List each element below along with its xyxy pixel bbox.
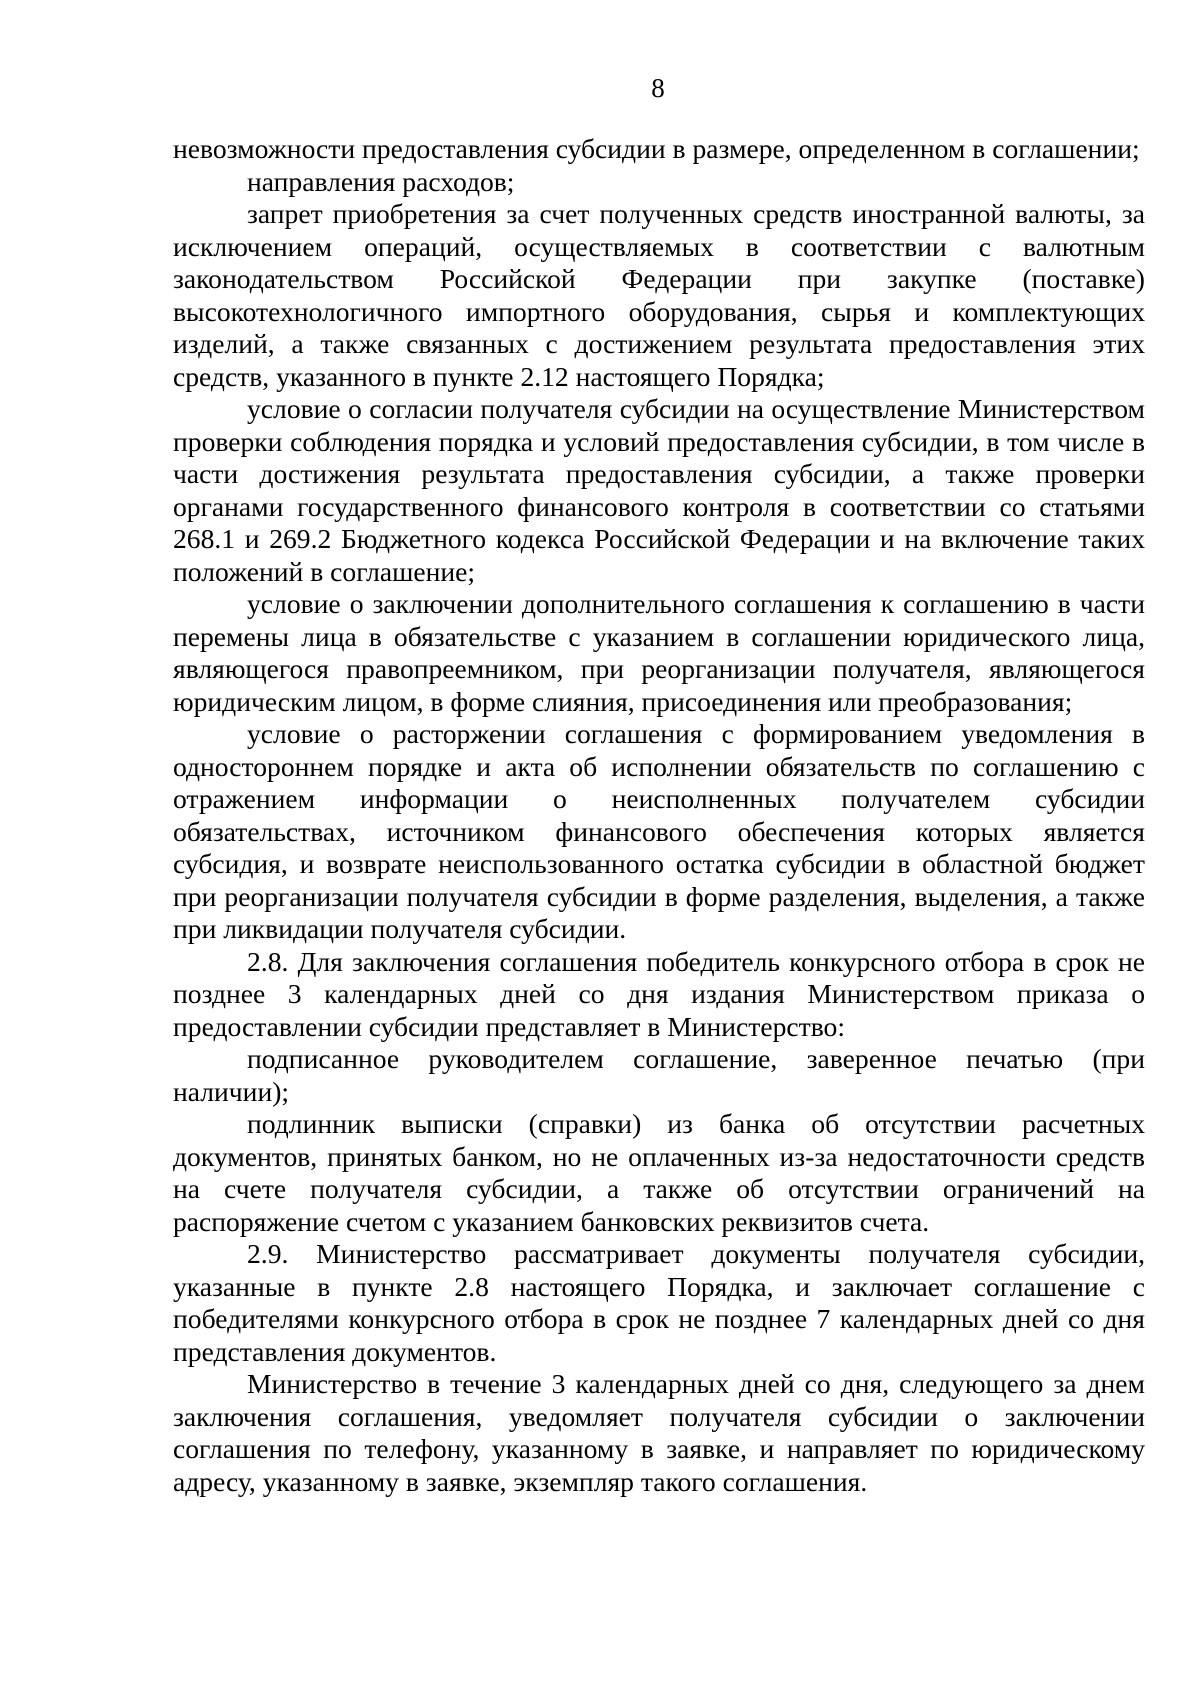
paragraph: Министерство в течение 3 календарных дней со дня, следующего за днем заключения соглашения, уведомляет получателя субсидии о заключении соглашения по телефону, указанному в заявке, и направляет по юридическому адресу, указанному в заявке, экземпляр такого соглашения. xyxy=(173,1368,1145,1497)
paragraph: запрет приобретения за счет полученных средств иностранной валюты, за исключением операций, осуществляемых в соответствии с валютным законодательством Российской Федерации при закупке (поставке) высокотехнологичного импортного оборудования, сырья и комплектующих изделий, а также связанных с достижением результата предоставления этих средств, указанного в пункте 2.12 настоящего Порядка; xyxy=(173,198,1145,392)
paragraph-continuation: невозможности предоставления субсидии в размере, определенном в соглашении; xyxy=(173,133,1140,164)
paragraph-section-2-8: 2.8. Для заключения соглашения победитель конкурсного отбора в срок не позднее 3 календарных дней со дня издания Министерством приказа о предоставлении субсидии представляет в Министерство: xyxy=(173,945,1145,1042)
paragraph: подписанное руководителем соглашение, заверенное печатью (при наличии); xyxy=(173,1043,1145,1107)
page-number: 8 xyxy=(651,73,665,103)
document-body xyxy=(173,133,1145,1498)
paragraph: условие о согласии получателя субсидии на осуществление Министерством проверки соблюдения порядка и условий предоставления субсидии, в том числе в части достижения результата предоставления субсидии, а также проверки органами государственного финансового контроля в соответствии со статьями 268.1 и 269.2 Бюджетного кодекса Российской Федерации и на включение таких положений в соглашение; xyxy=(173,393,1145,587)
paragraph: условие о расторжении соглашения с формированием уведомления в одностороннем порядке и акта об исполнении обязательств по соглашению с отражением информации о неисполненных получателем субсидии обязательствах, источником финансового обеспечения которых является субсидия, и возврате неиспользованного остатка субсидии в областной бюджет при реорганизации получателя субсидии в форме разделения, выделения, а также при ликвидации получателя субсидии. xyxy=(173,718,1145,944)
paragraph-section-2-9: 2.9. Министерство рассматривает документы получателя субсидии, указанные в пункте 2.8 настоящего Порядка, и заключает соглашение с победителями конкурсного отбора в срок не позднее 7 календарных дней со дня представления документов. xyxy=(173,1238,1145,1367)
paragraph: условие о заключении дополнительного соглашения к соглашению в части перемены лица в обязательстве с указанием в соглашении юридического лица, являющегося правопреемником, при реорганизации получателя, являющегося юридическим лицом, в форме слияния, присоединения или преобразования; xyxy=(173,588,1145,717)
paragraph: направления расходов; xyxy=(247,165,515,197)
paragraph: подлинник выписки (справки) из банка об отсутствии расчетных документов, принятых банком, но не оплаченных из-за недостаточности средств на счете получателя субсидии, а также об отсутствии ограничений на распоряжение счетом с указанием банковских реквизитов счета. xyxy=(173,1108,1145,1237)
